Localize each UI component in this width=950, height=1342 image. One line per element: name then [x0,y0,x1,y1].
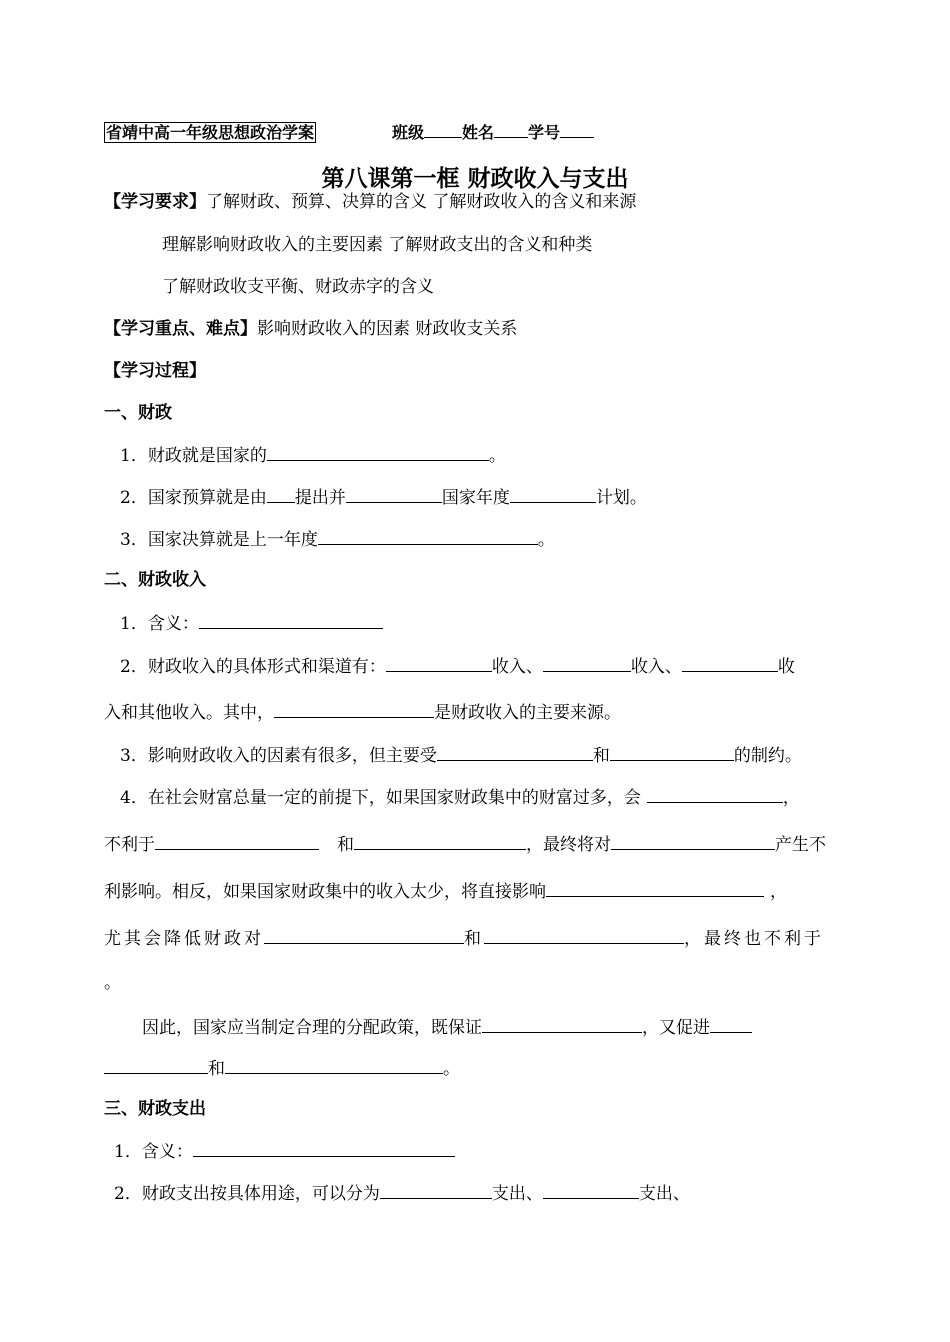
s2-item-4-cont-1 [104,832,864,856]
s1-item-2-blank-1[interactable] [267,485,295,503]
name-label: 姓名 [462,123,495,142]
s2-item-4-text-i: 尤其会降低财政对 [104,929,264,949]
s2-item-5-blank-4[interactable] [225,1056,443,1074]
s3-item-2-blank-1[interactable] [380,1181,492,1199]
s2-item-5 [142,1015,902,1039]
s2-item-3-text: 3．影响财政收入的因素有很多，但主要受 [120,746,437,766]
s2-item-3-text-b: 和 [592,746,610,766]
s3-item-2-text-c: 支出、 [638,1184,690,1204]
s2-item-5-cont [104,1056,864,1080]
s2-item-4-blank-1[interactable] [647,785,783,803]
s2-item-2-text-d: 收 [777,657,795,677]
requirements-line-2: 理解影响财政收入的主要因素 了解财政支出的含义和种类 [162,235,593,255]
s2-item-2-text-c: 收入、 [630,657,682,677]
s2-item-4-text-b: ， [782,788,800,808]
s1-item-3-blank[interactable] [318,527,538,545]
s1-item-3-end: 。 [537,530,555,550]
s1-item-2-text-c: 国家年度 [441,488,510,508]
id-label: 学号 [528,123,561,142]
s2-item-5-blank-2[interactable] [710,1015,752,1033]
s1-item-1-text: 1．财政就是国家的 [120,446,267,466]
s3-item-2 [114,1181,874,1205]
s2-item-5-text-d: 。 [443,1059,460,1079]
s1-item-3 [120,527,880,551]
requirements-text-1: 了解财政、预算、决算的含义 了解财政收入的含义和来源 [206,192,637,212]
s2-item-2-text-f: 是财政收入的主要来源。 [434,703,621,723]
s2-item-2-blank-4[interactable] [274,700,434,718]
header-line [104,120,864,144]
s2-item-4-text-d: 和 [337,835,354,855]
s3-item-1-text: 1．含义： [114,1142,193,1162]
requirements-line-3: 了解财政收支平衡、财政赤字的含义 [162,277,434,297]
s2-item-3-text-c: 的制约。 [733,746,802,766]
page-title: 第八课第一框 财政收入与支出 [321,166,629,192]
s2-item-3-blank-2[interactable] [610,743,734,761]
s2-item-2-blank-1[interactable] [386,654,492,672]
s1-item-2 [120,485,880,509]
s2-item-4 [120,785,880,809]
s2-item-4-text-c: 不利于 [104,835,155,855]
s2-item-2-blank-2[interactable] [543,654,631,672]
s2-item-4-text-k: ，最终也不利于 [684,929,824,949]
s2-item-2-text-e: 入和其他收入。其中， [104,703,274,723]
s2-item-5-blank-1[interactable] [482,1015,642,1033]
process-label: 【学习过程】 [104,361,206,381]
s3-item-2-text: 2．财政支出按具体用途，可以分为 [114,1184,380,1204]
s2-item-4-blank-4[interactable] [611,832,775,850]
s1-item-1 [120,443,880,467]
s2-item-4-blank-3[interactable] [354,832,526,850]
s2-item-4-blank-7[interactable] [484,926,684,944]
name-blank[interactable] [494,120,528,138]
s1-item-3-text: 3．国家决算就是上一年度 [120,530,318,550]
keypoints-text: 影响财政收入的因素 财政收支关系 [257,319,518,339]
s2-item-1-blank[interactable] [199,611,383,629]
s2-item-4-blank-2[interactable] [155,832,319,850]
s2-item-3 [120,743,880,767]
s2-item-4-blank-5[interactable] [546,879,764,897]
s2-item-5-blank-3[interactable] [104,1056,208,1074]
class-blank[interactable] [424,120,462,138]
s2-item-5-text-b: ，又促进 [642,1018,710,1038]
s3-item-1 [114,1139,874,1163]
s2-item-2-text: 2．财政收入的具体形式和渠道有： [120,657,386,677]
s3-item-1-blank[interactable] [193,1139,455,1157]
requirements-line-1 [104,191,864,213]
section-3-heading: 三、财政支出 [104,1099,206,1119]
s2-item-3-blank-1[interactable] [437,743,593,761]
s2-item-4-text-j: 和 [464,929,484,949]
s2-item-4-cont-2 [104,879,864,903]
s3-item-2-text-b: 支出、 [491,1184,543,1204]
s1-item-2-text-b: 提出并 [294,488,346,508]
school-name: 省靖中高一年级思想政治学案 [106,123,315,142]
id-blank[interactable] [560,120,594,138]
s2-item-4-text-f: 产生不 [775,835,826,855]
class-label: 班级 [392,123,425,142]
s2-item-1-text: 1．含义： [120,614,199,634]
s2-item-4-cont-3 [104,926,864,950]
s1-item-2-blank-2[interactable] [346,485,442,503]
keypoints-line [104,318,864,340]
s1-item-1-blank[interactable] [267,443,489,461]
s1-item-2-text: 2．国家预算就是由 [120,488,267,508]
section-1-heading: 一、财政 [104,403,172,423]
s2-item-2-blank-3[interactable] [682,654,778,672]
requirements-label: 【学习要求】 [104,192,206,212]
s2-item-2-text-b: 收入、 [491,657,543,677]
s2-item-4-end: 。 [104,973,121,993]
s1-item-2-text-d: 计划。 [595,488,647,508]
s2-item-4-text-e: ，最终将对 [526,835,611,855]
section-2-heading: 二、财政收入 [104,570,206,590]
keypoints-label: 【学习重点、难点】 [104,319,257,339]
s1-item-2-blank-3[interactable] [510,485,596,503]
s2-item-5-text: 因此，国家应当制定合理的分配政策，既保证 [142,1018,482,1038]
s2-item-2-cont [104,700,864,724]
s2-item-1 [120,611,880,635]
s1-item-1-end: 。 [488,446,506,466]
s2-item-4-blank-6[interactable] [264,926,464,944]
s2-item-2 [120,654,880,678]
s2-item-4-text-h: ， [770,882,787,902]
s3-item-2-blank-2[interactable] [543,1181,639,1199]
s2-item-4-text-g: 利影响。相反，如果国家财政集中的收入太少，将直接影响 [104,882,546,902]
s2-item-4-text: 4．在社会财富总量一定的前提下，如果国家财政集中的财富过多，会 [120,788,641,808]
s2-item-5-text-c: 和 [208,1059,225,1079]
